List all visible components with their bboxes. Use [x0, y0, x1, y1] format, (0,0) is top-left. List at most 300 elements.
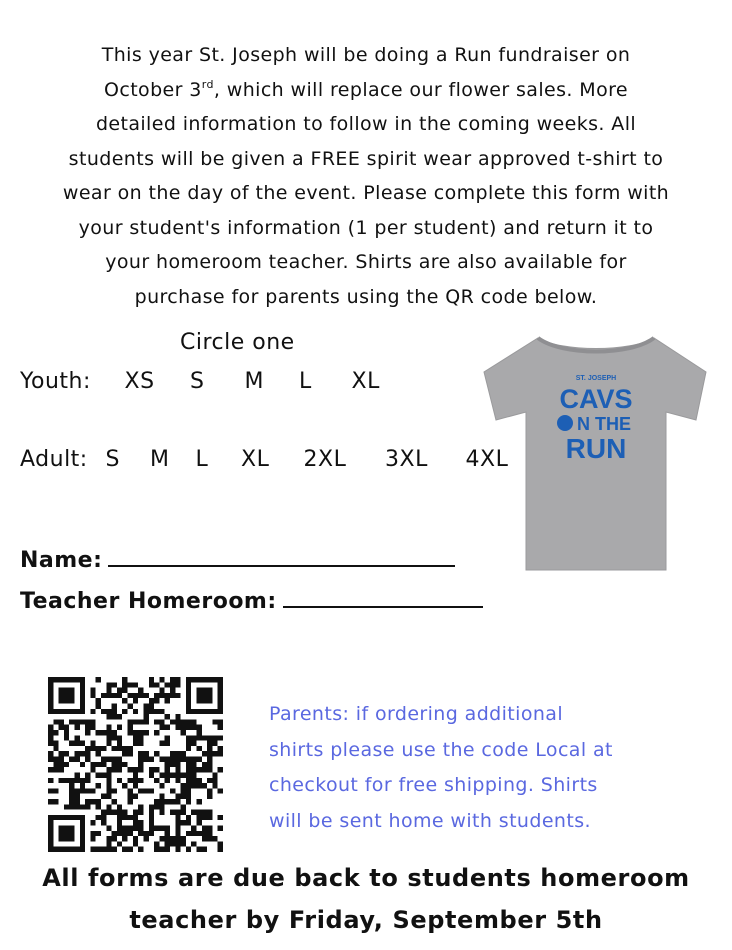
qr-module: [149, 810, 154, 815]
qr-module: [128, 778, 133, 783]
parents-note: [269, 697, 689, 839]
qr-module: [138, 693, 143, 698]
qr-module: [218, 847, 223, 852]
qr-module: [106, 725, 111, 730]
qr-module: [154, 751, 159, 756]
qr-module: [138, 831, 143, 836]
youth-size-s[interactable]: S: [190, 369, 205, 394]
qr-module: [143, 714, 148, 719]
qr-module: [101, 709, 106, 714]
qr-module: [133, 693, 138, 698]
qr-module: [143, 788, 148, 793]
qr-module: [53, 730, 58, 735]
intro-line: your student's information (1 per student) and return it to: [78, 216, 654, 239]
qr-module: [112, 810, 117, 815]
qr-module: [133, 810, 138, 815]
qr-module: [191, 810, 196, 815]
qr-module: [186, 783, 191, 788]
qr-module: [128, 704, 133, 709]
qr-module: [112, 767, 117, 772]
qr-module: [191, 719, 196, 724]
qr-module: [117, 767, 122, 772]
qr-module: [181, 810, 186, 815]
qr-module: [101, 693, 106, 698]
qr-module: [59, 757, 64, 762]
qr-module: [64, 735, 69, 740]
qr-module: [112, 762, 117, 767]
adult-label: Adult:: [20, 447, 88, 472]
qr-module: [202, 810, 207, 815]
qr-module: [75, 719, 80, 724]
qr-module: [122, 783, 127, 788]
qr-module: [202, 762, 207, 767]
qr-module: [69, 799, 74, 804]
qr-module: [138, 820, 143, 825]
qr-module: [196, 725, 201, 730]
qr-module: [69, 804, 74, 809]
qr-module: [128, 730, 133, 735]
qr-module: [181, 730, 186, 735]
qr-module: [117, 757, 122, 762]
teacher-homeroom-field: [20, 586, 483, 614]
qr-module: [138, 757, 143, 762]
qr-module: [122, 751, 127, 756]
qr-module: [202, 825, 207, 830]
qr-module: [165, 714, 170, 719]
adult-size-4xl[interactable]: 4XL: [465, 447, 509, 472]
qr-module: [138, 735, 143, 740]
qr-module: [175, 719, 180, 724]
qr-module: [154, 709, 159, 714]
qr-module: [101, 762, 106, 767]
qr-module: [207, 815, 212, 820]
qr-module: [48, 725, 53, 730]
qr-module: [133, 794, 138, 799]
qr-module: [106, 810, 111, 815]
qr-module: [196, 820, 201, 825]
qr-module: [159, 810, 164, 815]
qr-module: [53, 799, 58, 804]
circle-one-heading: Circle one: [180, 330, 295, 355]
qr-module: [159, 825, 164, 830]
qr-module: [122, 762, 127, 767]
intro-line: purchase for parents using the QR code below.: [134, 285, 598, 308]
qr-module: [186, 794, 191, 799]
qr-module: [112, 757, 117, 762]
qr-module: [159, 794, 164, 799]
qr-module: [186, 788, 191, 793]
qr-module: [186, 815, 191, 820]
qr-module: [53, 719, 58, 724]
qr-module: [170, 836, 175, 841]
qr-module: [196, 757, 201, 762]
qr-module: [191, 783, 196, 788]
qr-module: [175, 751, 180, 756]
qr-module: [90, 688, 95, 693]
youth-size-xs[interactable]: XS: [124, 369, 155, 394]
qr-module: [90, 831, 95, 836]
qr-module: [175, 810, 180, 815]
qr-module: [48, 741, 53, 746]
qr-module: [159, 719, 164, 724]
qr-module: [75, 741, 80, 746]
qr-module: [53, 788, 58, 793]
qr-module: [128, 847, 133, 852]
qr-module: [202, 847, 207, 852]
qr-module: [106, 804, 111, 809]
qr-module: [112, 730, 117, 735]
qr-module: [196, 778, 201, 783]
qr-module: [181, 804, 186, 809]
qr-module: [85, 751, 90, 756]
qr-module: [165, 693, 170, 698]
parents-note-line: will be sent home with students.: [269, 809, 591, 832]
qr-module: [191, 825, 196, 830]
qr-module: [101, 847, 106, 852]
qr-module: [154, 719, 159, 724]
qr-module: [186, 847, 191, 852]
qr-module: [106, 847, 111, 852]
qr-module: [96, 677, 101, 682]
qr-module: [90, 847, 95, 852]
qr-module: [69, 778, 74, 783]
qr-finder-pattern: [59, 688, 75, 704]
qr-module: [175, 757, 180, 762]
qr-module: [69, 794, 74, 799]
qr-module: [138, 719, 143, 724]
qr-module: [218, 725, 223, 730]
qr-module: [181, 841, 186, 846]
qr-module: [186, 762, 191, 767]
qr-module: [191, 767, 196, 772]
intro-line: detailed information to follow in the coming weeks. All: [95, 113, 637, 135]
qr-module: [218, 719, 223, 724]
qr-module: [191, 762, 196, 767]
qr-module: [112, 735, 117, 740]
qr-module: [53, 767, 58, 772]
qr-module: [128, 794, 133, 799]
qr-module: [191, 778, 196, 783]
qr-module: [64, 725, 69, 730]
qr-module: [154, 799, 159, 804]
qr-module: [170, 757, 175, 762]
qr-module: [159, 677, 164, 682]
qr-module: [138, 730, 143, 735]
qr-module: [90, 725, 95, 730]
qr-module: [154, 825, 159, 830]
qr-module: [196, 799, 201, 804]
qr-module: [112, 682, 117, 687]
qr-module: [85, 725, 90, 730]
qr-module: [106, 688, 111, 693]
qr-module: [53, 741, 58, 746]
qr-module: [106, 709, 111, 714]
parents-note-line: Parents: if ordering additional: [269, 703, 564, 725]
qr-module: [212, 735, 217, 740]
qr-module: [128, 746, 133, 751]
name-blank-line[interactable]: [108, 545, 455, 567]
qr-module: [175, 714, 180, 719]
qr-module: [218, 767, 223, 772]
qr-module: [101, 815, 106, 820]
qr-module: [117, 746, 122, 751]
teacher-blank-line[interactable]: [283, 586, 483, 608]
qr-module: [186, 767, 191, 772]
qr-module: [117, 831, 122, 836]
qr-module: [90, 836, 95, 841]
qr-module: [149, 772, 154, 777]
qr-module: [101, 746, 106, 751]
qr-module: [80, 719, 85, 724]
qr-module: [207, 810, 212, 815]
qr-module: [69, 719, 74, 724]
qr-module: [80, 804, 85, 809]
adult-size-l[interactable]: L: [195, 447, 209, 472]
adult-size-xl[interactable]: XL: [241, 447, 270, 472]
qr-module: [175, 794, 180, 799]
qr-module: [170, 810, 175, 815]
qr-module: [165, 831, 170, 836]
qr-module: [133, 772, 138, 777]
qr-module: [106, 836, 111, 841]
intro-line: October 3: [104, 78, 202, 101]
qr-module: [175, 799, 180, 804]
qr-module: [117, 714, 122, 719]
qr-module: [175, 767, 180, 772]
adult-size-m[interactable]: M: [150, 447, 170, 472]
qr-module: [48, 788, 53, 793]
qr-module: [75, 804, 80, 809]
qr-module: [202, 735, 207, 740]
qr-module: [175, 677, 180, 682]
qr-module: [117, 762, 122, 767]
qr-module: [128, 693, 133, 698]
qr-module: [175, 762, 180, 767]
qr-module: [128, 725, 133, 730]
due-date-notice: [20, 857, 712, 941]
qr-module: [202, 767, 207, 772]
intro-line: This year St. Joseph will be doing a Run fundraiser on: [101, 44, 631, 66]
qr-module: [159, 836, 164, 841]
qr-module: [170, 682, 175, 687]
qr-module: [117, 725, 122, 730]
qr-module: [75, 794, 80, 799]
qr-module: [128, 799, 133, 804]
qr-module: [117, 688, 122, 693]
qr-module: [186, 741, 191, 746]
qr-module: [96, 799, 101, 804]
qr-module: [186, 799, 191, 804]
qr-module: [202, 751, 207, 756]
qr-module: [191, 757, 196, 762]
name-label: Name:: [20, 548, 103, 573]
qr-module: [175, 831, 180, 836]
qr-module: [191, 772, 196, 777]
qr-module: [106, 841, 111, 846]
shirt-text-run: RUN: [565, 433, 627, 464]
qr-module: [170, 799, 175, 804]
intro-line: students will be given a FREE spirit wear approved t-shirt to: [68, 147, 664, 170]
qr-module: [138, 847, 143, 852]
qr-module: [80, 762, 85, 767]
qr-module: [117, 815, 122, 820]
qr-module: [196, 746, 201, 751]
qr-module: [175, 815, 180, 820]
qr-module: [69, 757, 74, 762]
qr-module: [128, 767, 133, 772]
shirt-text-on-the: N THE: [577, 414, 631, 434]
qr-module: [112, 704, 117, 709]
qr-module: [53, 762, 58, 767]
qr-module: [218, 815, 223, 820]
qr-module: [112, 746, 117, 751]
qr-module: [48, 799, 53, 804]
qr-module: [64, 778, 69, 783]
youth-size-m[interactable]: M: [244, 369, 264, 394]
qr-module: [106, 783, 111, 788]
qr-module: [48, 757, 53, 762]
qr-module: [207, 735, 212, 740]
qr-module: [138, 741, 143, 746]
qr-module: [64, 804, 69, 809]
qr-module: [133, 783, 138, 788]
qr-module: [133, 841, 138, 846]
qr-module: [212, 778, 217, 783]
qr-module: [202, 836, 207, 841]
qr-module: [106, 741, 111, 746]
qr-module: [106, 682, 111, 687]
qr-module: [149, 709, 154, 714]
qr-module: [181, 751, 186, 756]
qr-module: [207, 788, 212, 793]
adult-size-s[interactable]: S: [105, 447, 120, 472]
qr-module: [117, 820, 122, 825]
qr-module: [212, 741, 217, 746]
qr-module: [212, 783, 217, 788]
qr-module: [149, 804, 154, 809]
qr-module: [106, 730, 111, 735]
qr-module: [128, 788, 133, 793]
qr-module: [101, 820, 106, 825]
qr-module: [186, 772, 191, 777]
qr-module: [96, 730, 101, 735]
qr-module: [196, 767, 201, 772]
qr-module: [175, 836, 180, 841]
qr-module: [53, 757, 58, 762]
qr-module: [90, 746, 95, 751]
qr-module: [133, 825, 138, 830]
qr-module: [159, 804, 164, 809]
qr-module: [186, 778, 191, 783]
qr-module: [170, 772, 175, 777]
qr-module: [133, 698, 138, 703]
intro-line: , which will replace our flower sales. More: [213, 78, 628, 101]
youth-size-l[interactable]: L: [299, 369, 312, 394]
qr-module: [106, 778, 111, 783]
adult-size-2xl[interactable]: 2XL: [303, 447, 347, 472]
qr-module: [112, 709, 117, 714]
qr-module: [64, 762, 69, 767]
qr-module: [59, 762, 64, 767]
qr-module: [48, 767, 53, 772]
qr-module: [170, 762, 175, 767]
qr-module: [128, 831, 133, 836]
qr-module: [80, 788, 85, 793]
qr-module: [128, 815, 133, 820]
qr-module: [143, 831, 148, 836]
due-date-line-2: teacher by Friday, September 5th: [129, 906, 603, 934]
qr-module: [207, 762, 212, 767]
qr-module: [96, 704, 101, 709]
qr-module: [85, 804, 90, 809]
qr-module: [143, 836, 148, 841]
qr-module: [117, 693, 122, 698]
qr-module: [181, 757, 186, 762]
qr-module: [106, 794, 111, 799]
qr-module: [133, 741, 138, 746]
qr-module: [96, 751, 101, 756]
qr-module: [117, 804, 122, 809]
shirt-text-cavs: CAVS: [559, 384, 633, 414]
qr-module: [191, 831, 196, 836]
qr-module: [133, 719, 138, 724]
qr-module: [75, 757, 80, 762]
qr-module: [112, 714, 117, 719]
qr-module: [159, 772, 164, 777]
qr-module: [96, 746, 101, 751]
adult-size-3xl[interactable]: 3XL: [385, 447, 428, 472]
qr-module: [112, 788, 117, 793]
qr-module: [133, 682, 138, 687]
qr-module: [138, 688, 143, 693]
qr-module: [90, 693, 95, 698]
qr-module: [128, 719, 133, 724]
youth-size-xl[interactable]: XL: [351, 369, 380, 394]
qr-module: [90, 820, 95, 825]
qr-module: [207, 836, 212, 841]
qr-module: [59, 725, 64, 730]
qr-module: [138, 751, 143, 756]
qr-module: [122, 688, 127, 693]
qr-module: [122, 815, 127, 820]
qr-module: [181, 783, 186, 788]
qr-module: [207, 831, 212, 836]
qr-module: [149, 831, 154, 836]
qr-module: [212, 751, 217, 756]
qr-module: [218, 788, 223, 793]
qr-module: [106, 757, 111, 762]
qr-code[interactable]: [48, 677, 223, 852]
parents-note-line: shirts please use the code Local at: [269, 738, 613, 761]
qr-module: [154, 682, 159, 687]
qr-module: [207, 767, 212, 772]
qr-module: [196, 735, 201, 740]
qr-module: [186, 719, 191, 724]
qr-module: [165, 741, 170, 746]
qr-module: [138, 810, 143, 815]
qr-module: [165, 847, 170, 852]
qr-module: [159, 799, 164, 804]
qr-module: [159, 725, 164, 730]
qr-finder-pattern: [196, 688, 212, 704]
name-field: [20, 545, 455, 573]
qr-module: [85, 788, 90, 793]
qr-module: [122, 810, 127, 815]
qr-module: [85, 757, 90, 762]
qr-module: [207, 794, 212, 799]
qr-module: [69, 788, 74, 793]
qr-module: [64, 751, 69, 756]
